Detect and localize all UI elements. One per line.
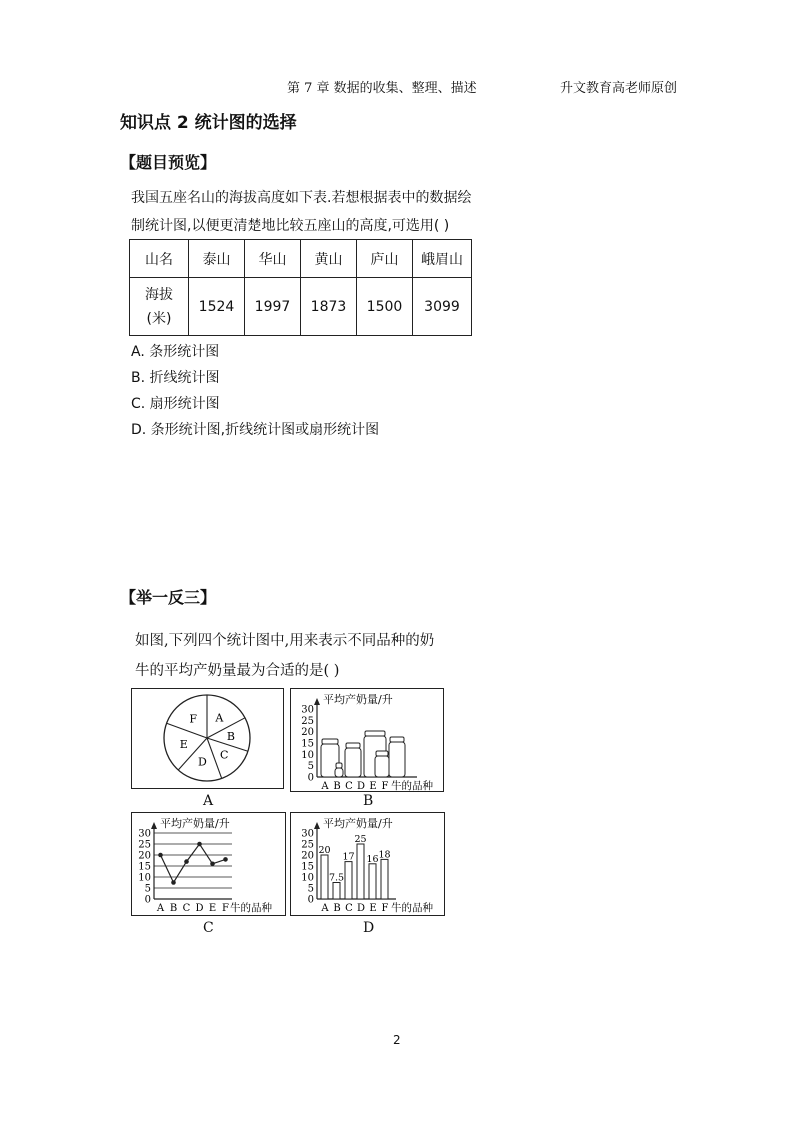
jar-body [345, 748, 361, 777]
figure-c-panel [131, 812, 286, 916]
bar-value-label: 16 [366, 853, 379, 865]
figure-label-b: B [363, 793, 374, 809]
bar [369, 864, 376, 899]
x-tick-label: F [381, 781, 389, 791]
data-point [210, 862, 215, 867]
y-tick-label: 0 [144, 894, 151, 906]
row-label-line-2: (米) [146, 310, 172, 327]
option-list [131, 339, 379, 443]
data-point [158, 853, 163, 858]
data-point [223, 857, 228, 862]
pie-label: A [215, 711, 224, 725]
y-tick-label: 0 [307, 894, 314, 906]
y-tick-label: 25 [301, 839, 314, 851]
jar-lid [336, 763, 342, 768]
y-tick-label: 30 [301, 704, 314, 716]
x-tick-label: D [356, 781, 366, 791]
x-axis-title: 牛的品种 [391, 780, 433, 791]
figure-label-d: D [363, 920, 375, 936]
y-tick-label: 25 [138, 839, 151, 851]
option-a: A. 条形统计图 [131, 344, 220, 360]
bar [345, 862, 352, 899]
y-axis-title: 平均产奶量/升 [160, 817, 230, 830]
pie-label: F [189, 712, 198, 726]
question-line-2: 制统计图,以便更清楚地比较五座山的高度,可选用( ) [131, 218, 450, 234]
jar-lid [390, 737, 404, 742]
pictogram-chart [291, 689, 443, 791]
row-label-line-1: 海拔 [145, 286, 173, 303]
figure-label-c: C [203, 920, 214, 936]
y-axis-title: 平均产奶量/升 [323, 817, 393, 830]
x-tick-label: A [321, 781, 329, 791]
data-point [171, 880, 176, 885]
bar-value-label: 7.5 [328, 872, 345, 884]
table-cell-mountain: 庐山 [357, 240, 413, 278]
question-line-1: 我国五座名山的海拔高度如下表.若想根据表中的数据绘 [131, 190, 472, 206]
y-tick-label: 0 [307, 772, 314, 784]
y-tick-label: 30 [301, 828, 314, 840]
bar-value-label: 17 [342, 851, 355, 863]
x-tick-label: E [208, 903, 217, 914]
table-header-label: 山名 [130, 240, 189, 278]
jar-body [375, 756, 389, 777]
x-tick-label: C [345, 781, 353, 791]
figure-d-panel [290, 812, 445, 916]
table-cell-mountain: 黄山 [301, 240, 357, 278]
x-tick-label: F [222, 903, 229, 914]
practice-question [135, 626, 434, 686]
data-point [184, 859, 189, 864]
y-tick-label: 10 [138, 872, 151, 884]
bar-chart [291, 813, 444, 915]
x-tick-label: E [369, 781, 377, 791]
y-axis-arrow [314, 698, 320, 705]
table-header-row [130, 240, 472, 278]
y-tick-label: 20 [301, 727, 314, 739]
option-d: D. 条形统计图,折线统计图或扇形统计图 [131, 422, 380, 438]
bar-value-label: 25 [354, 834, 367, 845]
x-tick-label: C [182, 903, 191, 914]
pie-label: D [198, 755, 207, 769]
table-cell-height: 1873 [301, 278, 357, 336]
x-tick-label: E [369, 903, 377, 914]
line-chart [132, 813, 285, 915]
bar [333, 883, 340, 900]
x-tick-label: D [195, 903, 204, 914]
bar [381, 859, 388, 899]
data-point [197, 842, 202, 847]
pie-chart [132, 689, 283, 788]
x-axis-title: 牛的品种 [230, 902, 272, 914]
x-tick-label: F [381, 903, 389, 914]
altitude-table [129, 239, 472, 336]
figure-a-panel [131, 688, 284, 789]
y-tick-label: 5 [144, 883, 151, 895]
y-tick-label: 5 [307, 883, 314, 895]
section-title: 知识点 2 统计图的选择 [120, 113, 297, 133]
y-tick-label: 15 [301, 861, 314, 873]
jar-lid [365, 731, 385, 736]
x-tick-label: C [345, 903, 353, 914]
jar-body [335, 768, 343, 777]
table-cell-mountain: 华山 [245, 240, 301, 278]
pie-label: C [220, 748, 229, 762]
practice-line-2: 牛的平均产奶量最为合适的是( ) [135, 663, 340, 679]
pie-label: E [179, 737, 188, 751]
y-axis-title: 平均产奶量/升 [323, 693, 393, 706]
x-axis-title: 牛的品种 [391, 902, 433, 914]
figure-b-panel [290, 688, 444, 792]
y-tick-label: 10 [301, 872, 314, 884]
author-header: 升文教育高老师原创 [560, 81, 678, 96]
page-number: 2 [393, 1033, 401, 1047]
pie-label: B [226, 729, 235, 743]
option-c: C. 扇形统计图 [131, 396, 220, 412]
chapter-header: 第 7 章 数据的收集、整理、描述 [287, 81, 477, 96]
x-tick-label: B [169, 903, 178, 914]
y-tick-label: 20 [301, 850, 314, 862]
x-tick-label: A [321, 903, 329, 914]
y-tick-label: 10 [301, 749, 314, 761]
jar-body [389, 742, 405, 777]
x-tick-label: D [356, 903, 366, 914]
y-tick-label: 30 [138, 828, 151, 840]
x-tick-label: B [333, 781, 341, 791]
preview-heading: 【题目预览】 [120, 153, 217, 172]
jar-lid [322, 739, 338, 744]
table-cell-height: 3099 [413, 278, 472, 336]
pie-divider [167, 723, 207, 738]
y-tick-label: 15 [301, 738, 314, 750]
bar-value-label: 18 [378, 849, 391, 861]
figure-label-a: A [203, 793, 214, 809]
x-tick-label: A [156, 903, 165, 914]
y-tick-label: 5 [307, 761, 314, 773]
table-cell-height: 1500 [357, 278, 413, 336]
bar [357, 844, 364, 899]
y-tick-label: 25 [301, 715, 314, 727]
table-cell-mountain: 峨眉山 [413, 240, 472, 278]
bar [321, 855, 328, 899]
y-axis-arrow [151, 822, 157, 829]
jar-lid [376, 751, 388, 756]
x-tick-label: B [333, 903, 341, 914]
jar-lid [346, 743, 360, 748]
table-cell-mountain: 泰山 [189, 240, 245, 278]
option-b: B. 折线统计图 [131, 370, 220, 386]
y-tick-label: 15 [138, 861, 151, 873]
table-height-row [130, 278, 472, 336]
preview-question [131, 184, 471, 240]
table-cell-height: 1997 [245, 278, 301, 336]
bar-value-label: 20 [318, 845, 331, 856]
table-cell-height: 1524 [189, 278, 245, 336]
practice-heading: 【举一反三】 [120, 588, 217, 607]
table-row-label [130, 278, 189, 336]
y-tick-label: 20 [138, 850, 151, 862]
y-axis-arrow [314, 822, 320, 829]
practice-line-1: 如图,下列四个统计图中,用来表示不同品种的奶 [135, 633, 435, 649]
